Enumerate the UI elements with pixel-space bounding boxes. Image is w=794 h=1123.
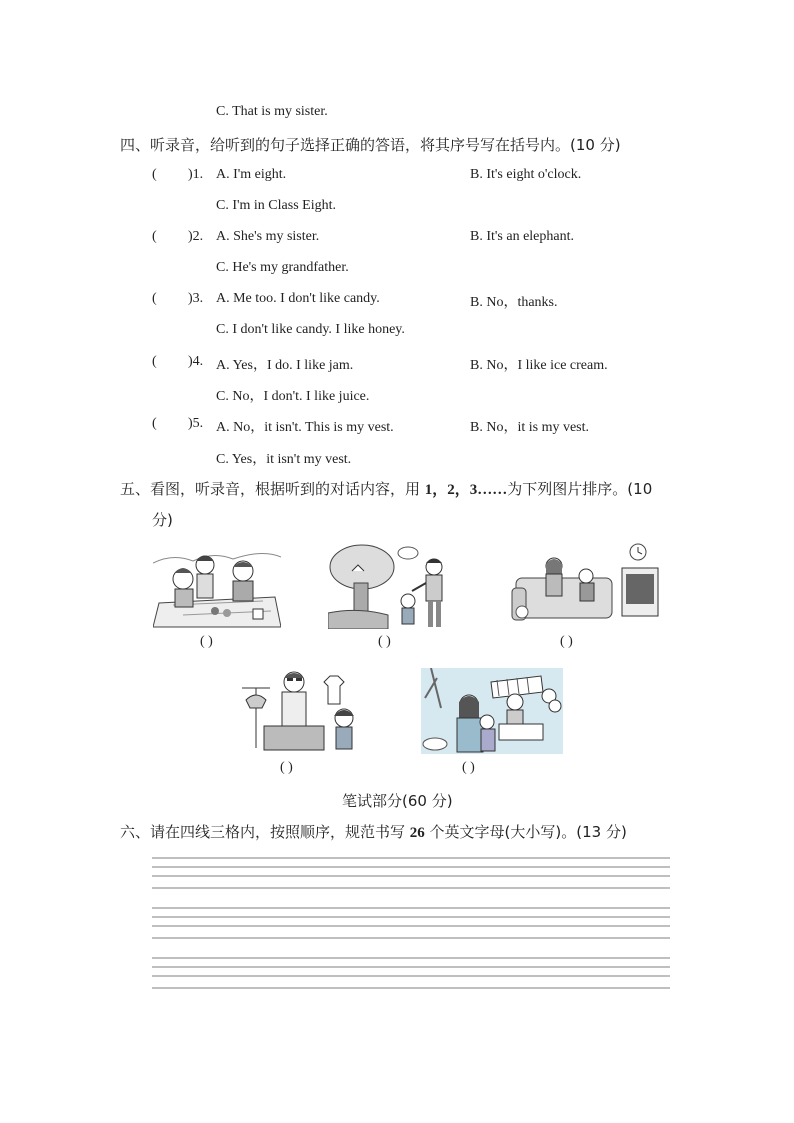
living-room-illustration xyxy=(510,538,660,629)
answer-blank[interactable]: ( xyxy=(152,416,178,431)
question-number: )3. xyxy=(188,291,204,306)
question-number: )2. xyxy=(188,229,204,244)
section5-title: 五、看图，听录音，根据听到的对话内容，用 1，2，3……为下列图片排序。(10 xyxy=(120,480,653,498)
prev-option-c: C. That is my sister. xyxy=(216,104,328,119)
written-section-heading: 笔试部分(60 分) xyxy=(342,792,453,810)
tree-bird-illustration xyxy=(328,543,456,629)
option-b: B. It's eight o'clock. xyxy=(470,167,582,182)
writing-row-2 xyxy=(152,908,670,938)
section5-title-cont: 分) xyxy=(152,511,173,529)
writing-row-3 xyxy=(152,958,670,988)
option-a: A. No，it isn't. This is my vest. xyxy=(216,420,394,435)
ice-cream-stand-illustration xyxy=(421,668,563,754)
answer-blank[interactable]: ( ) xyxy=(560,634,573,649)
picnic-illustration xyxy=(153,543,281,629)
option-c: C. I'm in Class Eight. xyxy=(216,198,336,213)
option-b: B. No，it is my vest. xyxy=(470,420,590,435)
answer-blank[interactable]: ( ) xyxy=(280,760,293,775)
answer-blank[interactable]: ( xyxy=(152,167,178,182)
answer-blank[interactable]: ( ) xyxy=(378,634,391,649)
option-c: C. He's my grandfather. xyxy=(216,260,349,275)
option-a: A. Me too. I don't like candy. xyxy=(216,291,380,306)
option-a: A. I'm eight. xyxy=(216,167,287,182)
writing-row-1 xyxy=(152,858,670,888)
option-c: C. No，I don't. I like juice. xyxy=(216,389,370,404)
section6-title: 六、请在四线三格内，按照顺序，规范书写 26 个英文字母(大小写)。(13 分) xyxy=(120,823,627,841)
question-number: )1. xyxy=(188,167,204,182)
answer-blank[interactable]: ( ) xyxy=(462,760,475,775)
question-number: )5. xyxy=(188,416,204,431)
section4-title: 四、听录音，给听到的句子选择正确的答语，将其序号写在括号内。(10 分) xyxy=(120,136,621,154)
option-c: C. I don't like candy. I like honey. xyxy=(216,322,405,337)
answer-blank[interactable]: ( xyxy=(152,354,178,369)
answer-blank[interactable]: ( ) xyxy=(200,634,213,649)
option-a: A. Yes，I do. I like jam. xyxy=(216,358,354,373)
option-b: B. It's an elephant. xyxy=(470,229,574,244)
answer-blank[interactable]: ( xyxy=(152,291,178,306)
question-number: )4. xyxy=(188,354,204,369)
shop-clothes-illustration xyxy=(240,668,362,754)
option-b: B. No，thanks. xyxy=(470,295,558,310)
four-line-writing-grid[interactable] xyxy=(150,852,672,992)
option-c: C. Yes，it isn't my vest. xyxy=(216,452,352,467)
option-b: B. No，I like ice cream. xyxy=(470,358,608,373)
answer-blank[interactable]: ( xyxy=(152,229,178,244)
option-a: A. She's my sister. xyxy=(216,229,320,244)
